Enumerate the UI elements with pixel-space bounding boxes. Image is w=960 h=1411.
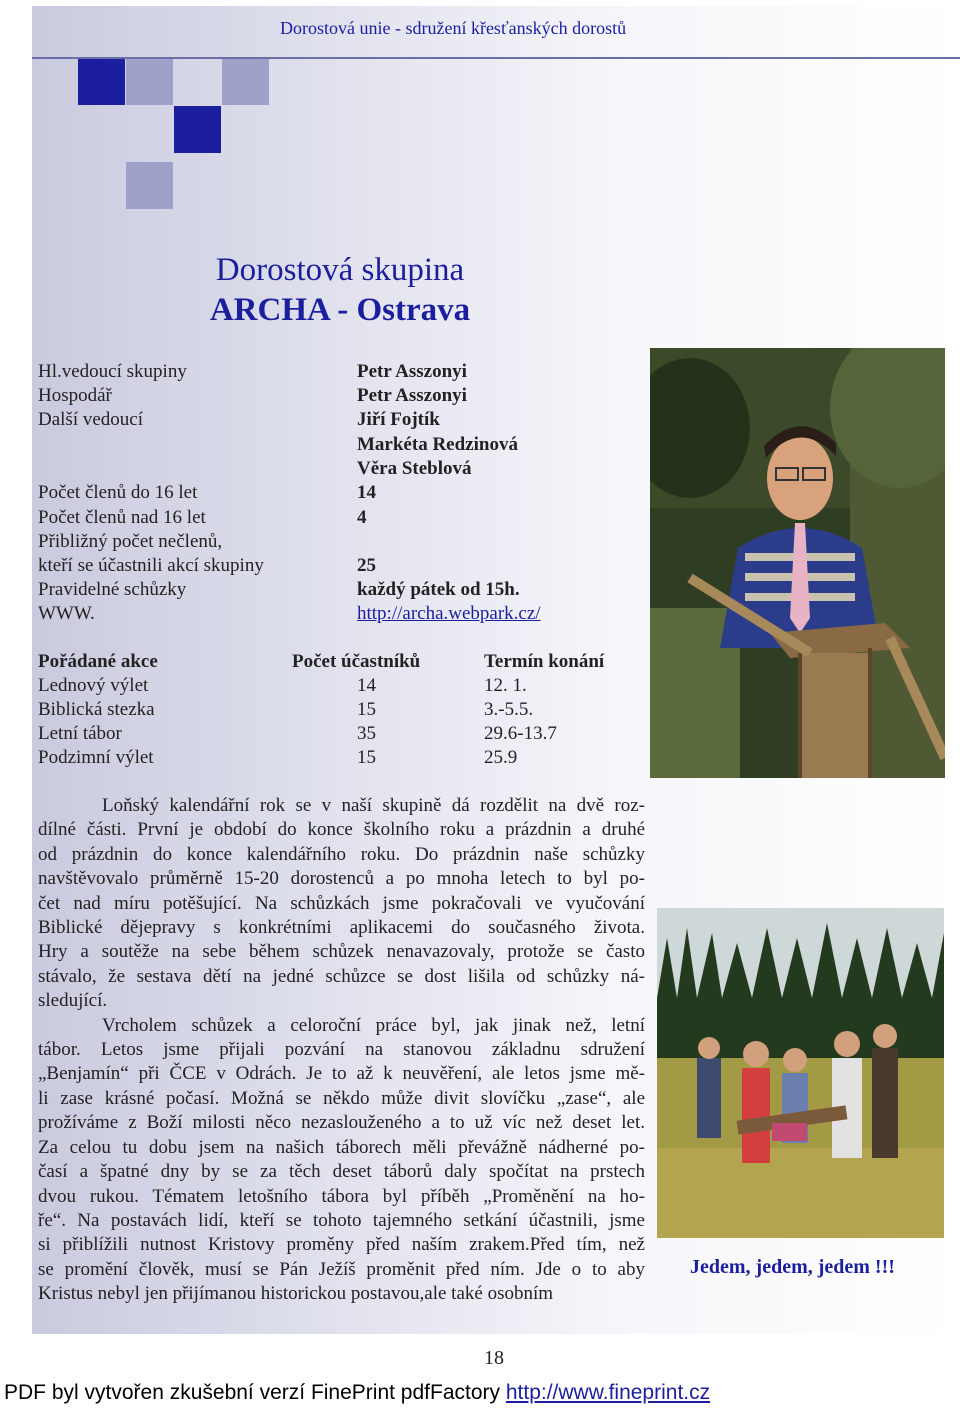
page-title-line-1: Dorostová skupina [215,252,465,288]
info-label: Přibližný počet nečlenů, [38,531,223,552]
table-cell: Lednový výlet [38,675,149,696]
info-value: každý pátek od 15h. [357,579,520,600]
body-line: Za celou tu dobu jsem na našich táborech měli převážně nádherné po- [38,1136,645,1158]
group-photo [657,908,944,1238]
table-cell: Biblická stezka [38,699,155,720]
page-title-line-2: ARCHA - Ostrava [209,292,471,328]
info-value: Markéta Redzinová [357,434,518,455]
header-divider [32,57,960,59]
decorative-square [126,58,173,105]
info-value: 25 [357,555,376,576]
body-line: navštěvovalo průměrně 15-20 dorostenců a po mnoha letech to byl po- [38,868,645,890]
info-value: 14 [357,482,376,503]
table-cell: 29.6-13.7 [484,723,557,744]
body-line: ře“. Na postavách lidí, kteří se tohoto tajemného setkání účastnili, jsme [38,1209,645,1231]
footer-text: PDF byl vytvořen zkušební verzí FinePrint pdfFactory [4,1381,506,1404]
table-cell: 25.9 [484,747,518,768]
body-line: čet nad míru potěšující. Na schůzkách jsme pokračovali ve vyučování [38,892,645,914]
body-line: prožíváme z Boží milosti něco nezaslouženého a to už víc než deset let. [38,1112,645,1134]
table-header: Pořádané akce [38,651,158,672]
body-line: li zase krásné počasí. Možná se někdo může divit slovíčku „zase“, ale [38,1087,645,1109]
info-value: Petr Asszonyi [357,361,467,382]
decorative-square [174,106,221,153]
body-line: tábor. Letos jsme přijali pozvání na stanovou základnu sdružení [38,1039,645,1061]
info-label: Počet členů do 16 let [38,482,198,503]
table-cell: Podzimní výlet [38,747,154,768]
pdf-footer [4,1381,710,1405]
organization-header: Dorostová unie - sdružení křesťanských dorostů [280,18,627,38]
decorative-square [78,58,125,105]
body-line: Biblické dějepravy s konkrétními aplikacemi do současného života. [38,917,645,939]
decorative-square [222,58,269,105]
body-line: Vrcholem schůzek a celoroční práce byl, jak jinak než, letní [102,1014,645,1036]
footer-link[interactable]: http://www.fineprint.cz [505,1381,711,1404]
info-value: Jiří Fojtík [357,409,440,430]
table-cell: 15 [357,699,376,720]
website-link[interactable]: http://archa.webpark.cz/ [357,603,541,624]
table-cell: 14 [357,675,376,696]
body-line: Kristus nebyl jen přijímanou historickou postavou,ale také osobním [38,1283,554,1305]
body-line: Hry a soutěže na sebe během schůzek nenavazovaly, protože se často [38,941,645,963]
table-cell: 12. 1. [484,675,527,696]
table-header: Počet účastníků [292,651,421,672]
info-value: Věra Steblová [357,458,472,479]
body-line: Loňský kalendářní rok se v naší skupině dá rozdělit na dvě roz- [102,795,645,816]
body-line: stávalo, že sestava dětí na jedné schůzce se dost lišila od schůzky ná- [38,965,645,987]
photo-caption: Jedem, jedem, jedem !!! [690,1256,895,1278]
body-line: si přiblížili nutnost Kristovy proměny před naším zrakem.Před tím, než [38,1234,645,1256]
page-number: 18 [484,1347,504,1369]
leader-photo [650,348,945,778]
body-line: sledující. [38,990,108,1012]
body-line: se promění člověk, musí se Pán Ježíš proměnit před ním. Jde o to aby [38,1258,645,1280]
info-label: Počet členů nad 16 let [38,507,206,528]
body-line: „Benjamín“ při ČCE v Odrách. Je to až k neuvěření, ale letos jsme mě- [38,1063,645,1085]
body-line: dílné části. První je období do konce školního roku a prázdnin a druhé [38,819,645,841]
info-label: Další vedoucí [38,409,144,430]
table-cell: Letní tábor [38,723,122,744]
info-value: 4 [357,507,367,528]
body-line: dvou rukou. Tématem letošního tábora byl příběh „Proměnění na ho- [38,1185,645,1207]
body-line: časí a špatné dny by se za těch deset táborů daly spočítat na prstech [38,1161,645,1183]
info-value: Petr Asszonyi [357,385,467,406]
article-body [38,794,645,1307]
info-label: Hl.vedoucí skupiny [38,361,187,382]
info-label: Hospodář [38,385,112,406]
decorative-square [126,162,173,209]
table-cell: 15 [357,747,376,768]
table-cell: 3.-5.5. [484,699,534,720]
table-header: Termín konání [484,651,605,672]
info-label: Pravidelné schůzky [38,579,187,600]
body-line: od prázdnin do konce kalendářního roku. Do prázdnin naše schůzky [38,843,645,865]
info-label: kteří se účastnili akcí skupiny [38,555,264,576]
table-cell: 35 [357,723,376,744]
info-label: WWW. [38,603,95,624]
